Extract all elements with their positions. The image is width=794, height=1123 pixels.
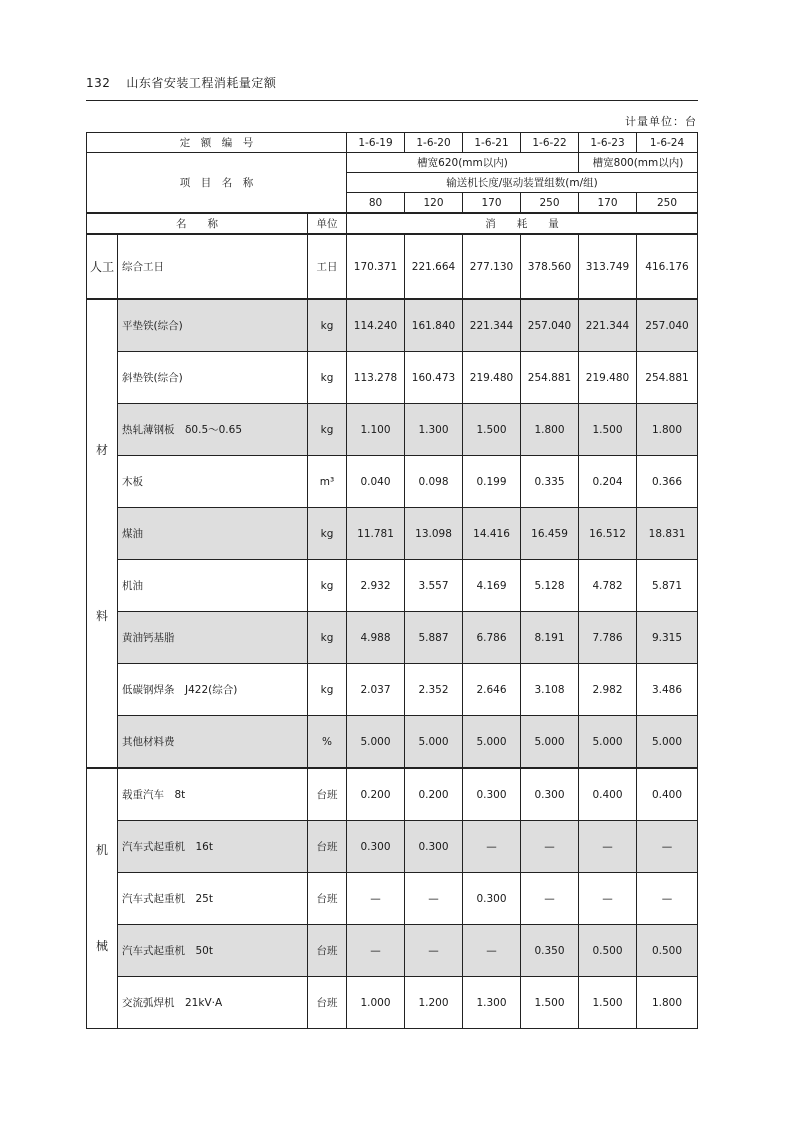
table-row — [87, 352, 698, 404]
value-cell: — — [637, 873, 698, 925]
table-row — [87, 560, 698, 612]
table-row — [87, 768, 698, 821]
value-cell: 3.486 — [637, 664, 698, 716]
value-cell: 1.200 — [405, 977, 463, 1029]
value-cell: 2.037 — [347, 664, 405, 716]
col-unit: 单位 — [308, 213, 347, 234]
value-cell: 0.350 — [521, 925, 579, 977]
unit-note: 计量单位：台 — [625, 115, 697, 128]
table-row — [87, 456, 698, 508]
item-name: 载重汽车 8t — [118, 768, 308, 821]
value-cell: 0.300 — [347, 821, 405, 873]
length-value: 250 — [521, 193, 579, 214]
value-cell: 0.500 — [579, 925, 637, 977]
value-cell: 5.000 — [521, 716, 579, 769]
item-name: 综合工日 — [118, 234, 308, 299]
table-row — [87, 925, 698, 977]
value-cell: 1.800 — [521, 404, 579, 456]
value-cell: 5.000 — [637, 716, 698, 769]
value-cell: 0.200 — [405, 768, 463, 821]
value-cell: 0.300 — [521, 768, 579, 821]
item-name: 其他材料费 — [118, 716, 308, 769]
table-row — [87, 664, 698, 716]
value-cell: 219.480 — [463, 352, 521, 404]
quota-number-row — [87, 133, 698, 153]
value-cell: 219.480 — [579, 352, 637, 404]
value-cell: 0.204 — [579, 456, 637, 508]
value-cell: 0.400 — [579, 768, 637, 821]
value-cell: 257.040 — [521, 299, 579, 352]
category-labor: 人工 — [87, 234, 118, 299]
value-cell: — — [463, 925, 521, 977]
table-row — [87, 977, 698, 1029]
value-cell: — — [521, 873, 579, 925]
item-name: 木板 — [118, 456, 308, 508]
value-cell: 5.000 — [347, 716, 405, 769]
value-cell: 1.500 — [579, 977, 637, 1029]
quota-code: 1-6-23 — [579, 133, 637, 153]
item-unit: 台班 — [308, 873, 347, 925]
quota-code: 1-6-24 — [637, 133, 698, 153]
value-cell: 0.040 — [347, 456, 405, 508]
value-cell: 4.988 — [347, 612, 405, 664]
item-name: 汽车式起重机 25t — [118, 873, 308, 925]
table-row — [87, 299, 698, 352]
value-cell: 7.786 — [579, 612, 637, 664]
quota-code: 1-6-20 — [405, 133, 463, 153]
value-cell: 3.557 — [405, 560, 463, 612]
value-cell: 113.278 — [347, 352, 405, 404]
page-number: 132 — [86, 76, 111, 90]
value-cell: 3.108 — [521, 664, 579, 716]
value-cell: 1.300 — [463, 977, 521, 1029]
category-machine: 机 械 — [87, 768, 118, 1029]
length-value: 80 — [347, 193, 405, 214]
value-cell: 1.500 — [463, 404, 521, 456]
item-name: 黄油钙基脂 — [118, 612, 308, 664]
item-name: 低碳钢焊条 J422(综合) — [118, 664, 308, 716]
group-row — [87, 153, 698, 173]
value-cell: 0.098 — [405, 456, 463, 508]
value-cell: 11.781 — [347, 508, 405, 560]
value-cell: 416.176 — [637, 234, 698, 299]
value-cell: 5.000 — [463, 716, 521, 769]
page-header — [86, 74, 696, 98]
value-cell: 5.887 — [405, 612, 463, 664]
item-unit: 台班 — [308, 925, 347, 977]
value-cell: 5.871 — [637, 560, 698, 612]
value-cell: 16.459 — [521, 508, 579, 560]
value-cell: 114.240 — [347, 299, 405, 352]
value-cell: 0.300 — [405, 821, 463, 873]
book-title: 山东省安装工程消耗量定额 — [126, 76, 277, 90]
quota-code: 1-6-19 — [347, 133, 405, 153]
item-unit: 台班 — [308, 977, 347, 1029]
item-unit: kg — [308, 612, 347, 664]
item-name: 斜垫铁(综合) — [118, 352, 308, 404]
value-cell: 8.191 — [521, 612, 579, 664]
value-cell: 2.982 — [579, 664, 637, 716]
value-cell: — — [463, 821, 521, 873]
value-cell: 6.786 — [463, 612, 521, 664]
quota-table — [86, 132, 698, 1029]
col-consumption: 消 耗 量 — [347, 213, 698, 234]
value-cell: 313.749 — [579, 234, 637, 299]
category-material: 材 料 — [87, 299, 118, 768]
column-header-row — [87, 213, 698, 234]
value-cell: 14.416 — [463, 508, 521, 560]
value-cell: 257.040 — [637, 299, 698, 352]
value-cell: 2.932 — [347, 560, 405, 612]
table-row — [87, 404, 698, 456]
table-row — [87, 234, 698, 299]
value-cell: 277.130 — [463, 234, 521, 299]
item-unit: kg — [308, 352, 347, 404]
item-unit: kg — [308, 404, 347, 456]
value-cell: 221.344 — [579, 299, 637, 352]
item-unit: kg — [308, 664, 347, 716]
value-cell: — — [347, 925, 405, 977]
value-cell: 5.000 — [579, 716, 637, 769]
col-name: 名 称 — [87, 213, 308, 234]
value-cell: 16.512 — [579, 508, 637, 560]
table-row — [87, 508, 698, 560]
item-name: 交流弧焊机 21kV·A — [118, 977, 308, 1029]
value-cell: 1.500 — [579, 404, 637, 456]
length-value: 170 — [579, 193, 637, 214]
value-cell: 0.500 — [637, 925, 698, 977]
value-cell: 2.646 — [463, 664, 521, 716]
value-cell: — — [405, 873, 463, 925]
value-cell: 221.664 — [405, 234, 463, 299]
value-cell: 160.473 — [405, 352, 463, 404]
value-cell: 0.400 — [637, 768, 698, 821]
value-cell: 161.840 — [405, 299, 463, 352]
value-cell: 13.098 — [405, 508, 463, 560]
item-name: 汽车式起重机 50t — [118, 925, 308, 977]
value-cell: — — [579, 821, 637, 873]
value-cell: 5.128 — [521, 560, 579, 612]
item-name: 平垫铁(综合) — [118, 299, 308, 352]
value-cell: 0.300 — [463, 873, 521, 925]
group-800: 槽宽800(mm以内) — [579, 153, 698, 173]
length-value: 250 — [637, 193, 698, 214]
item-unit: 工日 — [308, 234, 347, 299]
item-name: 机油 — [118, 560, 308, 612]
value-cell: 254.881 — [637, 352, 698, 404]
quota-no-label: 定 额 编 号 — [87, 133, 347, 153]
item-name-label: 项 目 名 称 — [87, 153, 347, 214]
value-cell: — — [521, 821, 579, 873]
value-cell: — — [405, 925, 463, 977]
table-row — [87, 873, 698, 925]
header-rule — [86, 100, 698, 101]
value-cell: — — [347, 873, 405, 925]
item-unit: m³ — [308, 456, 347, 508]
quota-code: 1-6-21 — [463, 133, 521, 153]
value-cell: — — [637, 821, 698, 873]
value-cell: 1.000 — [347, 977, 405, 1029]
table-row — [87, 821, 698, 873]
group-620: 槽宽620(mm以内) — [347, 153, 579, 173]
value-cell: 0.366 — [637, 456, 698, 508]
item-unit: kg — [308, 560, 347, 612]
value-cell: 1.800 — [637, 977, 698, 1029]
value-cell: 18.831 — [637, 508, 698, 560]
length-subheader: 输送机长度/驱动装置组数(m/组) — [347, 173, 698, 193]
value-cell: 9.315 — [637, 612, 698, 664]
value-cell: 1.100 — [347, 404, 405, 456]
length-value: 120 — [405, 193, 463, 214]
value-cell: 0.300 — [463, 768, 521, 821]
value-cell: 0.199 — [463, 456, 521, 508]
value-cell: 170.371 — [347, 234, 405, 299]
item-unit: kg — [308, 508, 347, 560]
value-cell: 378.560 — [521, 234, 579, 299]
item-name: 煤油 — [118, 508, 308, 560]
value-cell: 1.500 — [521, 977, 579, 1029]
value-cell: 4.782 — [579, 560, 637, 612]
item-unit: % — [308, 716, 347, 769]
item-unit: 台班 — [308, 768, 347, 821]
value-cell: 4.169 — [463, 560, 521, 612]
length-value: 170 — [463, 193, 521, 214]
value-cell: 2.352 — [405, 664, 463, 716]
value-cell: 0.335 — [521, 456, 579, 508]
value-cell: — — [579, 873, 637, 925]
value-cell: 221.344 — [463, 299, 521, 352]
value-cell: 1.800 — [637, 404, 698, 456]
quota-code: 1-6-22 — [521, 133, 579, 153]
item-name: 热轧薄钢板 δ0.5～0.65 — [118, 404, 308, 456]
item-unit: 台班 — [308, 821, 347, 873]
value-cell: 254.881 — [521, 352, 579, 404]
value-cell: 1.300 — [405, 404, 463, 456]
value-cell: 0.200 — [347, 768, 405, 821]
item-unit: kg — [308, 299, 347, 352]
table-row — [87, 716, 698, 769]
value-cell: 5.000 — [405, 716, 463, 769]
table-row — [87, 612, 698, 664]
item-name: 汽车式起重机 16t — [118, 821, 308, 873]
